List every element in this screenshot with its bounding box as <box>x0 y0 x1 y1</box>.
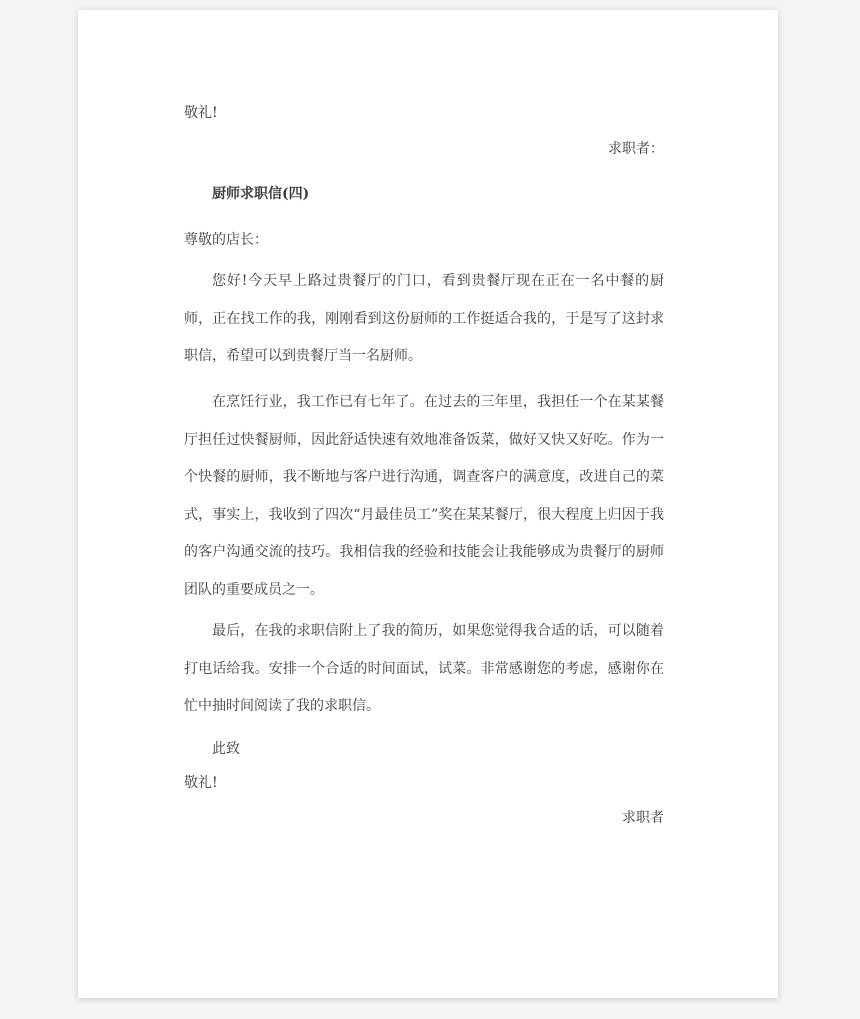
paragraph-3: 最后，在我的求职信附上了我的简历，如果您觉得我合适的话，可以随着打电话给我。安排一个合适的时间面试，试菜。非常感谢您的考虑，感谢你在忙中抽时间阅读了我的求职信。 <box>184 623 664 714</box>
closing-salute: 敬礼! <box>184 775 218 791</box>
closing-greeting: 此致 <box>212 741 240 757</box>
letter-title: 厨师求职信(四) <box>212 186 310 202</box>
previous-closing: 敬礼! <box>184 105 218 121</box>
previous-signature: 求职者： <box>608 141 664 157</box>
paragraph-1: 您好!今天早上路过贵餐厅的门口，看到贵餐厅现在正在一名中餐的厨师，正在找工作的我，刚刚看到这份厨师的工作挺适合我的，于是写了这封求职信，希望可以到贵餐厅当一名厨师。 <box>184 273 664 364</box>
signature: 求职者 <box>622 810 664 826</box>
salutation: 尊敬的店长： <box>184 232 268 248</box>
watermark <box>0 630 31 676</box>
paragraph-2: 在烹饪行业，我工作已有七年了。在过去的三年里，我担任一个在某某餐厅担任过快餐厨师，因此舒适快速有效地准备饭菜，做好又快又好吃。作为一个快餐的厨师，我不断地与客户进行沟通，调查客户的满意度，改进自己的菜式，事实上，我收到了四次“月最佳员工”奖在某某餐厅，很大程度上归因于我的客户沟通交流的技巧。我相信我的经验和技能会让我能够成为贵餐厅的厨师团队的重要成员之一。 <box>184 394 664 598</box>
document-page <box>78 10 778 998</box>
